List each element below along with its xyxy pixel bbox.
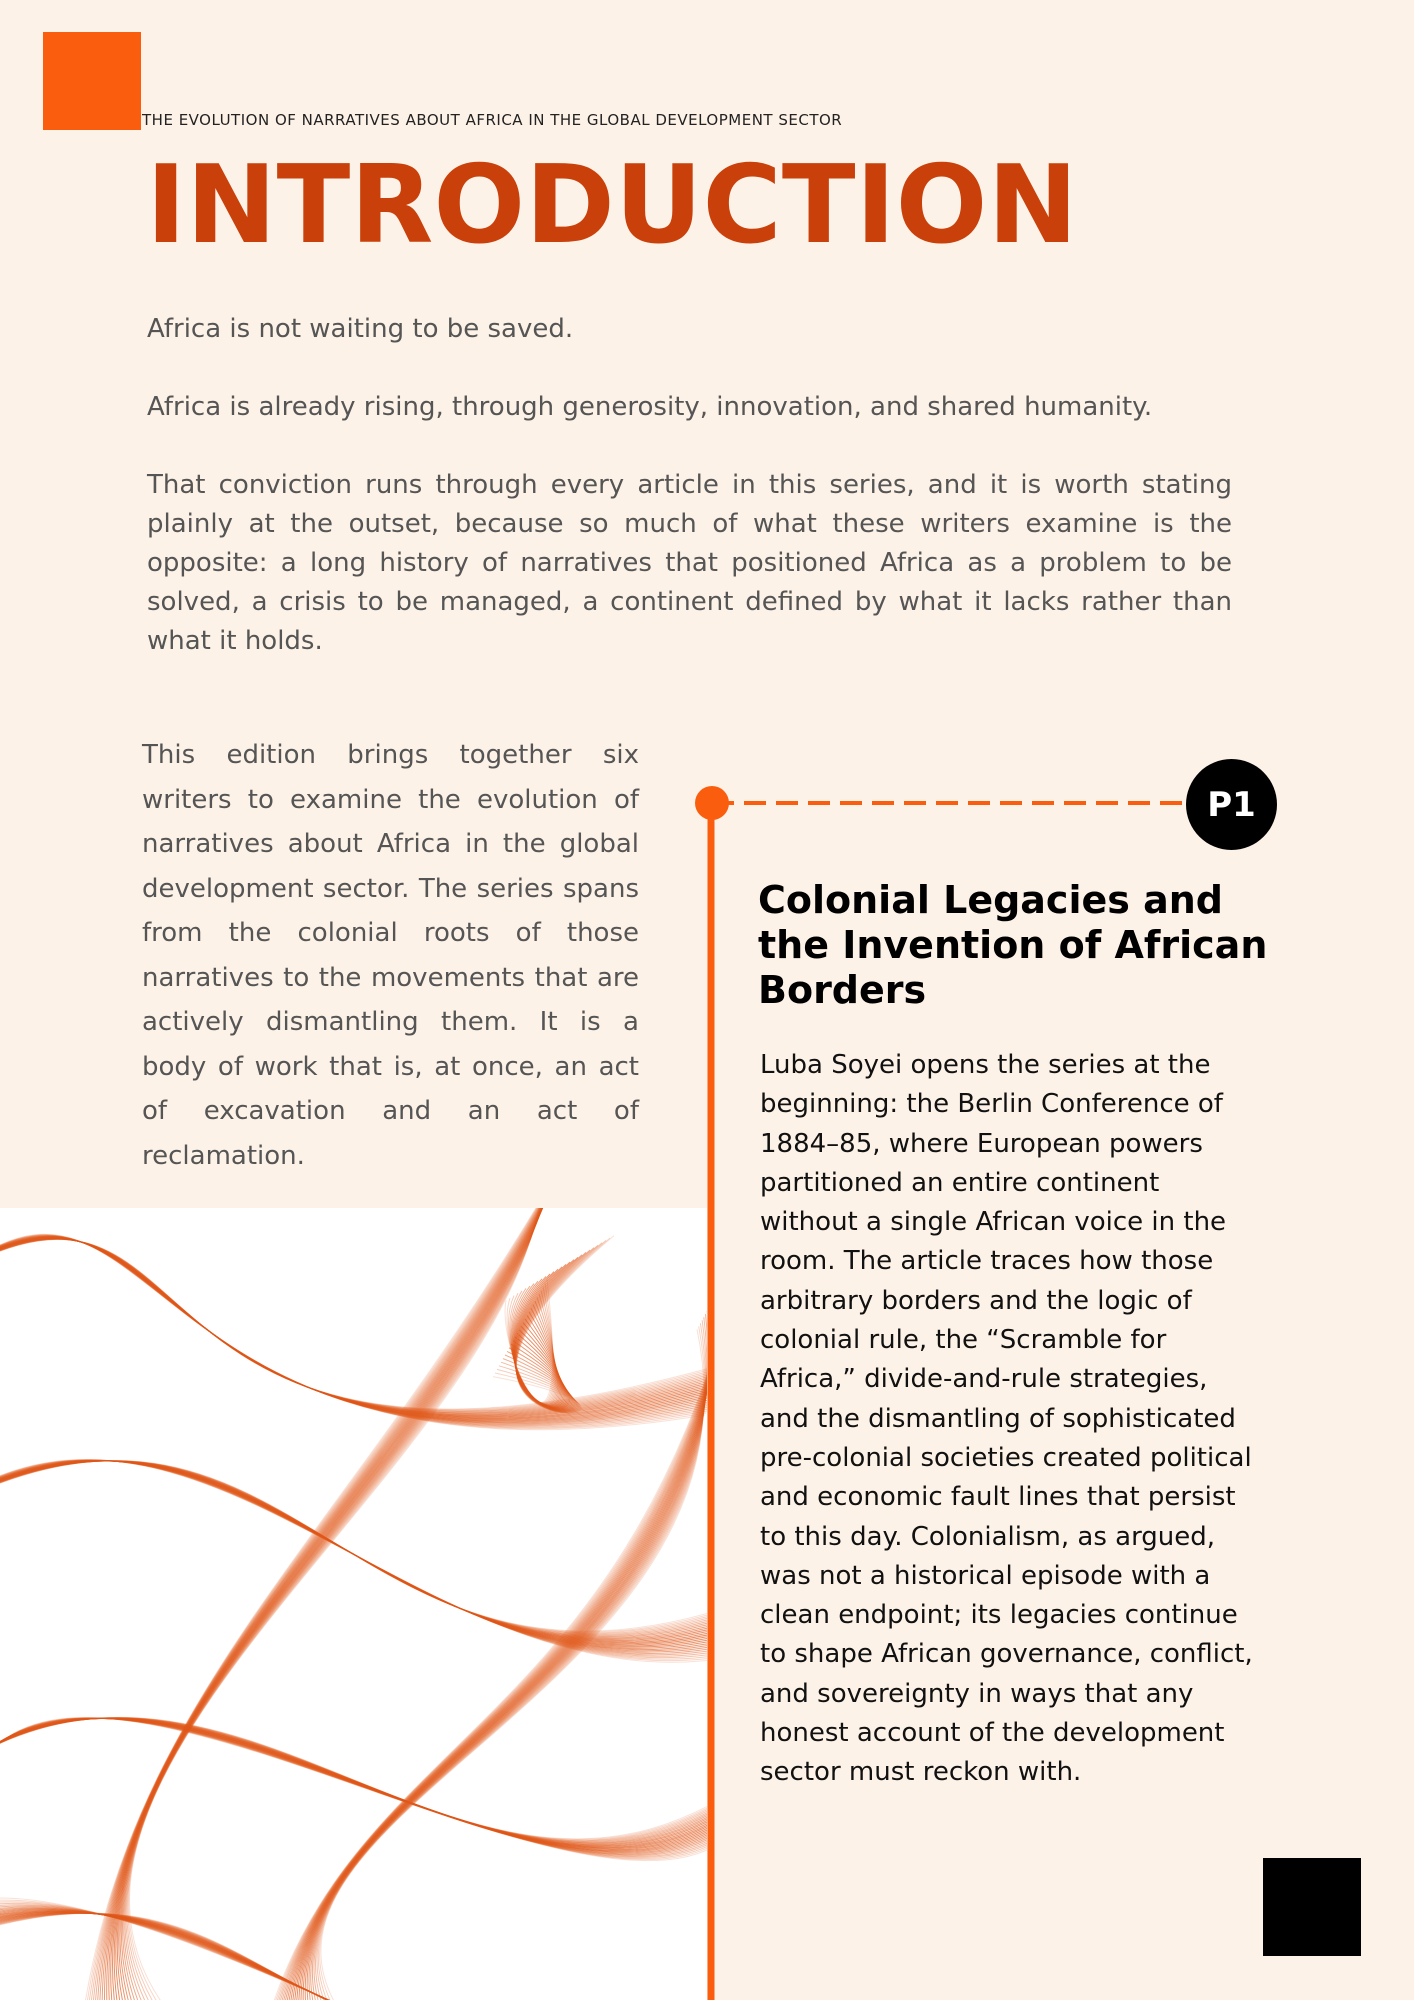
edition-paragraph: This edition brings together six writers to examine the evolution of narratives about Africa in the global development sector. The series spans from the colonial roots of those narratives to the movements that are actively dismantling them. It is a body of work that is, at once, an act of excavation and an act of reclamation. [142,740,639,1171]
intro-paragraph: Africa is already rising, through generosity, innovation, and shared humanity. [147,392,1153,422]
series-title: THE EVOLUTION OF NARRATIVES ABOUT AFRICA IN THE GLOBAL DEVELOPMENT SECTOR [142,111,843,129]
decorative-black-square [1263,1858,1361,1956]
page-title: INTRODUCTION [146,143,1078,268]
intro-paragraph: That conviction runs through every article in this series, and it is worth stating plainly at the outset, because so much of what these writers examine is the opposite: a long history of narratives that positioned Africa as a problem to be solved, a crisis to be managed, a continent defined by what it lacks rather than what it holds. [147,470,1232,656]
intro-paragraph: Africa is not waiting to be saved. [147,314,574,344]
part-badge: P1 [1186,759,1277,850]
article-title: Colonial Legacies and the Invention of African Borders [758,878,1268,1012]
article-body: Luba Soyei opens the series at the beginning: the Berlin Conference of 1884–85, where European powers partitioned an entire continent without a single African voice in the room. The article traces how those arbitrary borders and the logic of colonial rule, the “Scramble for Africa,” divide-and-rule strategies, and the dismantling of sophisticated pre-colonial societies created political and economic fault lines that persist to this day. Colonialism, as argued, was not a historical episode with a clean endpoint; its legacies continue to shape African governance, conflict, and sovereignty in ways that any honest account of the development sector must reckon with. [760,1050,1253,1788]
timeline-dot [695,786,729,820]
